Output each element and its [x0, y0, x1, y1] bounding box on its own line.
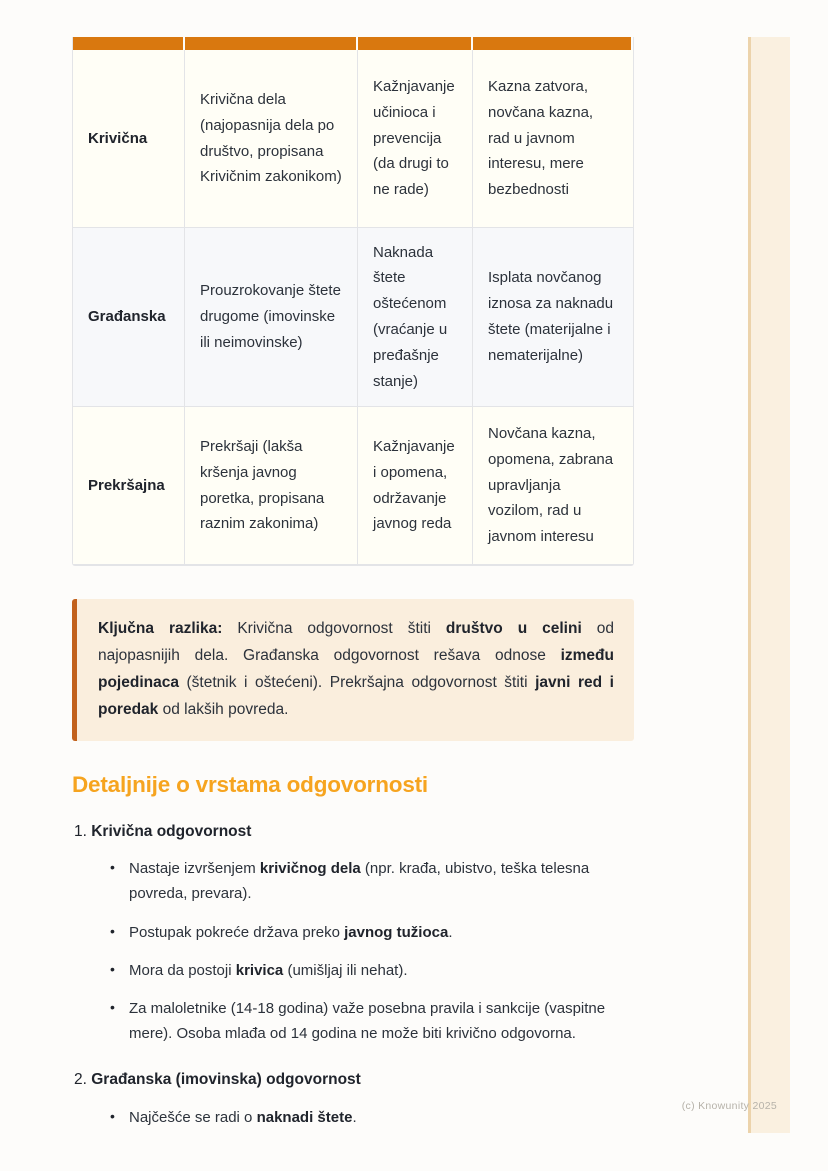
bullet-item	[110, 856, 634, 906]
table-cell: Naknada štete oštećenom (vraćanje u pređašnje stanje)	[358, 228, 473, 407]
bullet-marker: •	[110, 960, 115, 977]
table-cell: Kažnjavanje i opomena, održavanje javnog reda	[358, 407, 473, 565]
table-cell: Novčana kazna, opomena, zabrana upravljanja vozilom, rad u javnom interesu	[473, 407, 633, 565]
table-cell: Kažnjavanje učinioca i prevencija (da drugi to ne rade)	[358, 50, 473, 228]
table-header-cell	[473, 37, 633, 50]
page-edge-stripe	[748, 37, 790, 1133]
bullet-marker: •	[110, 859, 115, 876]
item-title: Građanska (imovinska) odgovornost	[91, 1071, 361, 1089]
bullet-text: Najčešće se radi o naknadi štete.	[129, 1108, 357, 1126]
bullet-text: Nastaje izvršenjem krivičnog dela (npr. krađa, ubistvo, teška telesna povreda, prevara).	[129, 860, 590, 903]
key-difference-callout: Ključna razlika: Krivična odgovornost štiti društvo u celini od najopasnijih dela. Građanska odgovornost rešava odnose između pojedinaca (štetnik i oštećeni). Prekršajna odgovornost štiti javni red i poredak od lakših povreda.	[72, 599, 634, 741]
bullet-text: Za maloletnike (14-18 godina) važe posebna pravila i sankcije (vaspitne mere). Osoba mlađa od 14 godina ne može biti krivično odgovorna.	[129, 999, 606, 1043]
bullet-item	[110, 996, 634, 1046]
table-row-label: Građanska	[73, 228, 185, 407]
bullet-marker: •	[110, 922, 115, 939]
bullet-text: Mora da postoji krivica (umišljaj ili nehat).	[129, 961, 408, 979]
numbered-item-2	[74, 1068, 634, 1091]
bullet-item	[110, 1105, 634, 1130]
bullet-item	[110, 920, 634, 945]
table-cell: Kazna zatvora, novčana kazna, rad u javnom interesu, mere bezbednosti	[473, 50, 633, 228]
table-header-cell	[185, 37, 358, 50]
table-row-label: Krivična	[73, 50, 185, 228]
responsibility-table	[72, 37, 634, 566]
bullet-text: Postupak pokreće država preko javnog tužioca.	[129, 923, 453, 941]
bullet-marker: •	[110, 998, 115, 1015]
page-content	[72, 37, 634, 1130]
bullet-marker: •	[110, 1107, 115, 1124]
numbered-item-1	[74, 820, 634, 843]
watermark: (c) Knowunity 2025	[681, 1100, 777, 1112]
table-header-cell	[73, 37, 185, 50]
table-header-cell	[358, 37, 473, 50]
bullet-item	[110, 958, 634, 983]
table-cell: Prekršaji (lakša kršenja javnog poretka, propisana raznim zakonima)	[185, 407, 358, 565]
item-number: 1.	[74, 822, 92, 840]
item-number: 2.	[74, 1071, 92, 1089]
table-cell: Isplata novčanog iznosa za naknadu štete (materijalne i nematerijalne)	[473, 228, 633, 407]
table-cell: Krivična dela (najopasnija dela po društvo, propisana Krivičnim zakonikom)	[185, 50, 358, 228]
section-heading: Detaljnije o vrstama odgovornosti	[72, 771, 428, 797]
item-title: Krivična odgovornost	[91, 822, 252, 840]
table-cell: Prouzrokovanje štete drugome (imovinske ili neimovinske)	[185, 228, 358, 407]
table-row-label: Prekršajna	[73, 407, 185, 565]
